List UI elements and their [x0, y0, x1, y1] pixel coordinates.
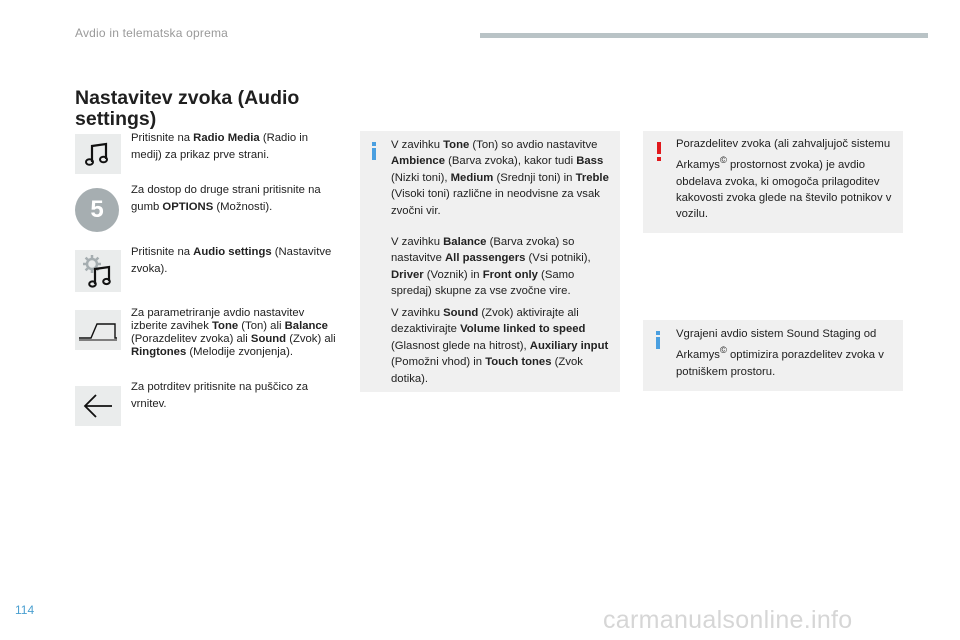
warning-panel — [643, 131, 903, 233]
warning-text: Porazdelitev zvoka (ali zahvaljujoč sistemu Arkamys© prostornost zvoka) je avdio obdelava zvoka, ki omogoča prilagoditev kakovosti zvoka glede na število potnikov v vozilu. — [676, 138, 892, 221]
header-rule — [480, 33, 928, 38]
audio-settings-icon — [75, 250, 121, 292]
step-5-text: Za potrditev pritisnite na puščico za vrnitev. — [131, 381, 309, 410]
tabs-info-panel — [360, 131, 620, 392]
music-note-icon — [75, 134, 121, 174]
info-panel — [643, 320, 903, 391]
tone-paragraph: V zavihku Tone (Ton) so avdio nastavitve Ambience (Barva zvoka), kakor tudi Bass (Nizki toni), Medium (Srednji toni) in Treble (Visoki toni) različne in neodvisne za vsak zvočni vir. — [391, 139, 609, 217]
watermark: carmanualsonline.info — [603, 606, 853, 634]
info-text: Vgrajeni avdio sistem Sound Staging od Arkamys© optimizira porazdelitev zvoka v potniškem prostoru. — [676, 328, 884, 378]
page-number: 114 — [15, 603, 35, 617]
section-title: Nastavitev zvoka (Audio settings) — [75, 87, 300, 130]
back-arrow-icon — [75, 386, 121, 426]
step-1-text: Pritisnite na Radio Media (Radio in medij) za prikaz prve strani. — [131, 132, 309, 161]
step-4-text: Za parametriranje avdio nastavitev izberite zavihek Tone (Ton) ali Balance (Porazdelitev zvoka) ali Sound (Zvok) ali Ringtones (Melodije zvonjenja). — [131, 307, 336, 358]
balance-paragraph: V zavihku Balance (Barva zvoka) so nastavitve All passengers (Vsi potniki), Driver (Voznik) in Front only (Samo spredaj) skupne za vse zvočne vire. — [391, 236, 591, 298]
sound-paragraph: V zavihku Sound (Zvok) aktivirajte ali dezaktivirajte Volume linked to speed (Glasnost glede na hitrost), Auxiliary input (Pomožni vhod) in Touch tones (Zvok dotika). — [391, 307, 609, 385]
running-header: Avdio in telematska oprema — [75, 26, 229, 40]
step-3-text: Pritisnite na Audio settings (Nastavitve zvoka). — [131, 246, 332, 275]
step-5-badge: 5 — [75, 188, 119, 232]
tab-selection-icon — [75, 310, 121, 350]
step-2-text: Za dostop do druge strani pritisnite na gumb OPTIONS (Možnosti). — [131, 184, 321, 213]
